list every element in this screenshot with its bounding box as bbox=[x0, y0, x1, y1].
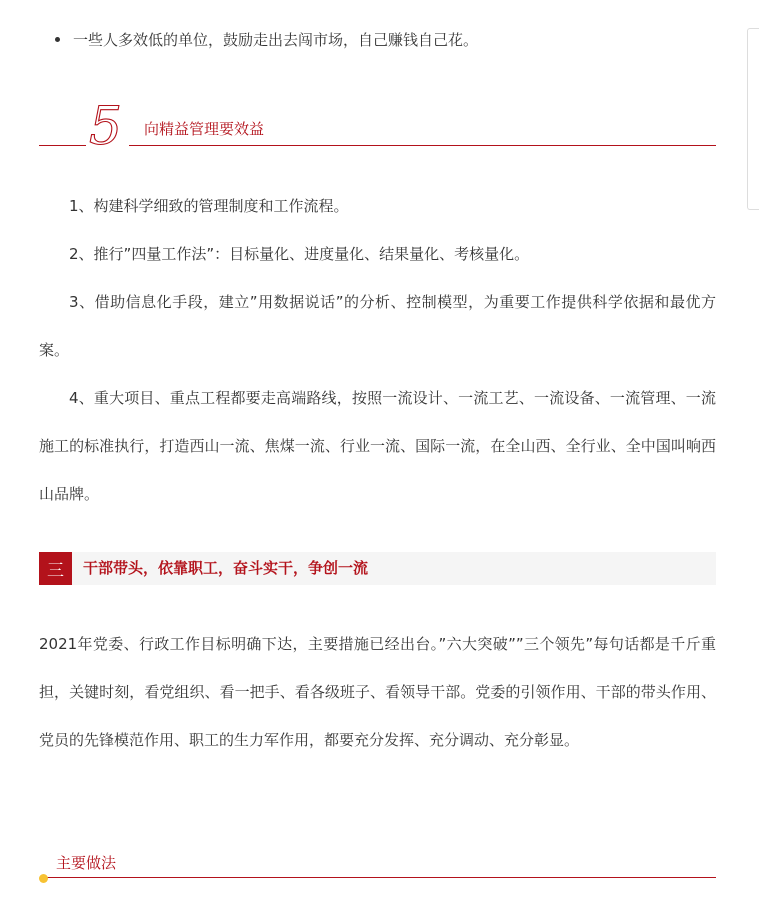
section-number-five bbox=[87, 98, 131, 148]
heading-rule bbox=[43, 877, 716, 878]
section-number-text: 5 bbox=[89, 98, 123, 148]
bullet-dot-icon bbox=[55, 37, 60, 42]
section-3-paragraph: 2021年党委、行政工作目标明确下达，主要措施已经出台。”六大突破””三个领先”每句话都是千斤重担，关键时刻，看党组织、看一把手、看各级班子、看领导干部。党委的引领作用、干部的带头作用、党员的先锋模范作用、职工的生力军作用，都要充分发挥、充分调动、充分彰显。 bbox=[39, 635, 716, 749]
section-5-item-4: 4、重大项目、重点工程都要走高端路线，按照一流设计、一流工艺、一流设备、一流管理、一流施工的标准执行，打造西山一流、焦煤一流、行业一流、国际一流，在全山西、全行业、全中国叫响西山品牌。 bbox=[39, 389, 716, 503]
heading-rule-left bbox=[39, 145, 86, 146]
heading-rule-right bbox=[129, 145, 716, 146]
section-title: 干部带头，依靠职工，奋斗实干，争创一流 bbox=[83, 559, 369, 577]
practice-title: 主要做法 bbox=[56, 854, 117, 872]
section-5-item-2: 2、推行”四量工作法”：目标量化、进度量化、结果量化、考核量化。 bbox=[69, 245, 530, 263]
list-item bbox=[55, 27, 725, 51]
dot-icon bbox=[39, 874, 48, 883]
section-5-item-1: 1、构建科学细致的管理制度和工作流程。 bbox=[69, 197, 349, 215]
list-item-text: 一些人多效低的单位，鼓励走出去闯市场，自己赚钱自己花。 bbox=[73, 30, 479, 49]
section-5-item-3: 3、借助信息化手段，建立”用数据说话”的分析、控制模型，为重要工作提供科学依据和最优方案。 bbox=[39, 293, 716, 359]
side-scroll-panel[interactable] bbox=[747, 28, 759, 210]
section-badge: 三 bbox=[39, 552, 72, 585]
section-3-heading bbox=[39, 552, 716, 585]
section-title: 向精益管理要效益 bbox=[144, 120, 265, 138]
section-5-heading bbox=[39, 98, 716, 148]
practice-heading bbox=[39, 850, 716, 890]
